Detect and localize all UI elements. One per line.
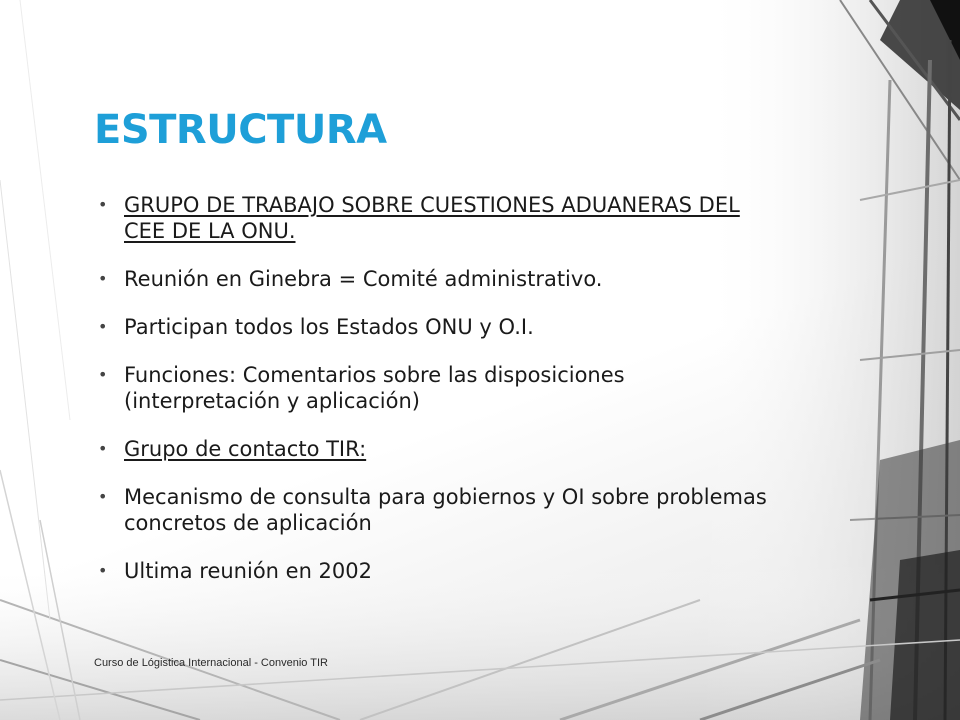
- bullet-item: [96, 192, 776, 244]
- bullet-list: [96, 192, 776, 606]
- bullet-item: [96, 436, 776, 462]
- bullet-text: GRUPO DE TRABAJO SOBRE CUESTIONES ADUANERAS DEL CEE DE LA ONU.: [124, 193, 740, 243]
- bullet-dot: •: [98, 561, 108, 580]
- slide-title: ESTRUCTURA: [94, 107, 387, 153]
- bullet-text: Ultima reunión en 2002: [124, 559, 373, 583]
- bullet-text: Reunión en Ginebra = Comité administrativo.: [124, 267, 603, 291]
- bullet-text: Grupo de contacto TIR:: [124, 437, 367, 461]
- bullet-text: Mecanismo de consulta para gobiernos y OI sobre problemas concretos de aplicación: [124, 485, 767, 535]
- bullet-item: [96, 314, 776, 340]
- bullet-item: [96, 484, 776, 536]
- bullet-dot: •: [98, 439, 108, 458]
- bullet-dot: •: [98, 365, 108, 384]
- bullet-text: Funciones: Comentarios sobre las disposiciones (interpretación y aplicación): [124, 363, 625, 413]
- bullet-dot: •: [98, 269, 108, 288]
- bullet-dot: •: [98, 195, 108, 214]
- bullet-text: Participan todos los Estados ONU y O.I.: [124, 315, 534, 339]
- footer-text: Curso de Lógistica Internacional - Convenio TIR: [94, 657, 328, 669]
- bullet-dot: •: [98, 487, 108, 506]
- bullet-dot: •: [98, 317, 108, 336]
- bullet-item: [96, 362, 776, 414]
- bullet-item: [96, 558, 776, 584]
- bullet-item: [96, 266, 776, 292]
